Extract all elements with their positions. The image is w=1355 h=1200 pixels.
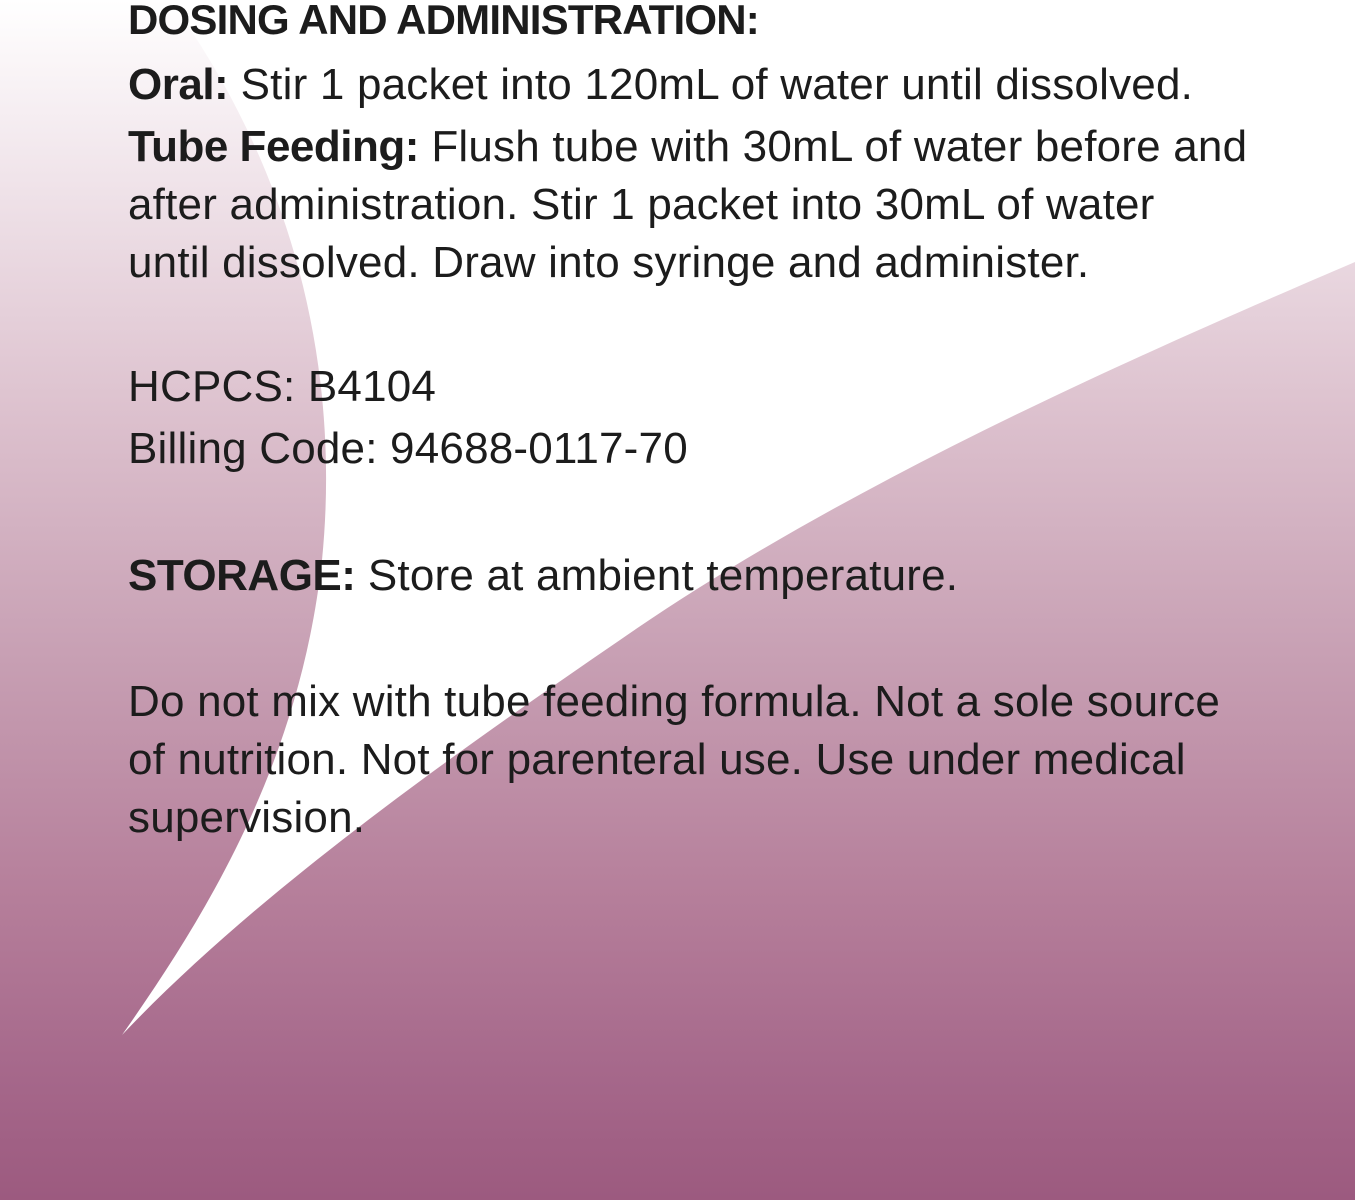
warning-line-2: of nutrition. Not for parenteral use. Use under medical bbox=[128, 735, 1186, 784]
tube-feeding-text-1: Flush tube with 30mL of water before and bbox=[418, 122, 1248, 171]
tube-feeding-text-2: after administration. Stir 1 packet into 30mL of water bbox=[128, 180, 1155, 229]
storage-label: STORAGE: bbox=[128, 551, 356, 600]
dosing-heading: DOSING AND ADMINISTRATION: bbox=[128, 0, 759, 43]
oral-label: Oral: bbox=[128, 60, 229, 109]
warning-line-1: Do not mix with tube feeding formula. Not a sole source bbox=[128, 677, 1220, 726]
tube-feeding-instruction-line1 bbox=[128, 122, 1247, 172]
oral-instruction bbox=[128, 60, 1193, 110]
oral-text: Stir 1 packet into 120mL of water until dissolved. bbox=[228, 60, 1194, 109]
warning-line-3: supervision. bbox=[128, 793, 366, 842]
tube-feeding-text-3: until dissolved. Draw into syringe and administer. bbox=[128, 238, 1090, 287]
storage-text: Store at ambient temperature. bbox=[355, 551, 959, 600]
tube-feeding-label: Tube Feeding: bbox=[128, 122, 419, 171]
billing-code: Billing Code: 94688-0117-70 bbox=[128, 424, 688, 473]
storage-instruction bbox=[128, 551, 958, 601]
hcpcs-code: HCPCS: B4104 bbox=[128, 362, 437, 411]
